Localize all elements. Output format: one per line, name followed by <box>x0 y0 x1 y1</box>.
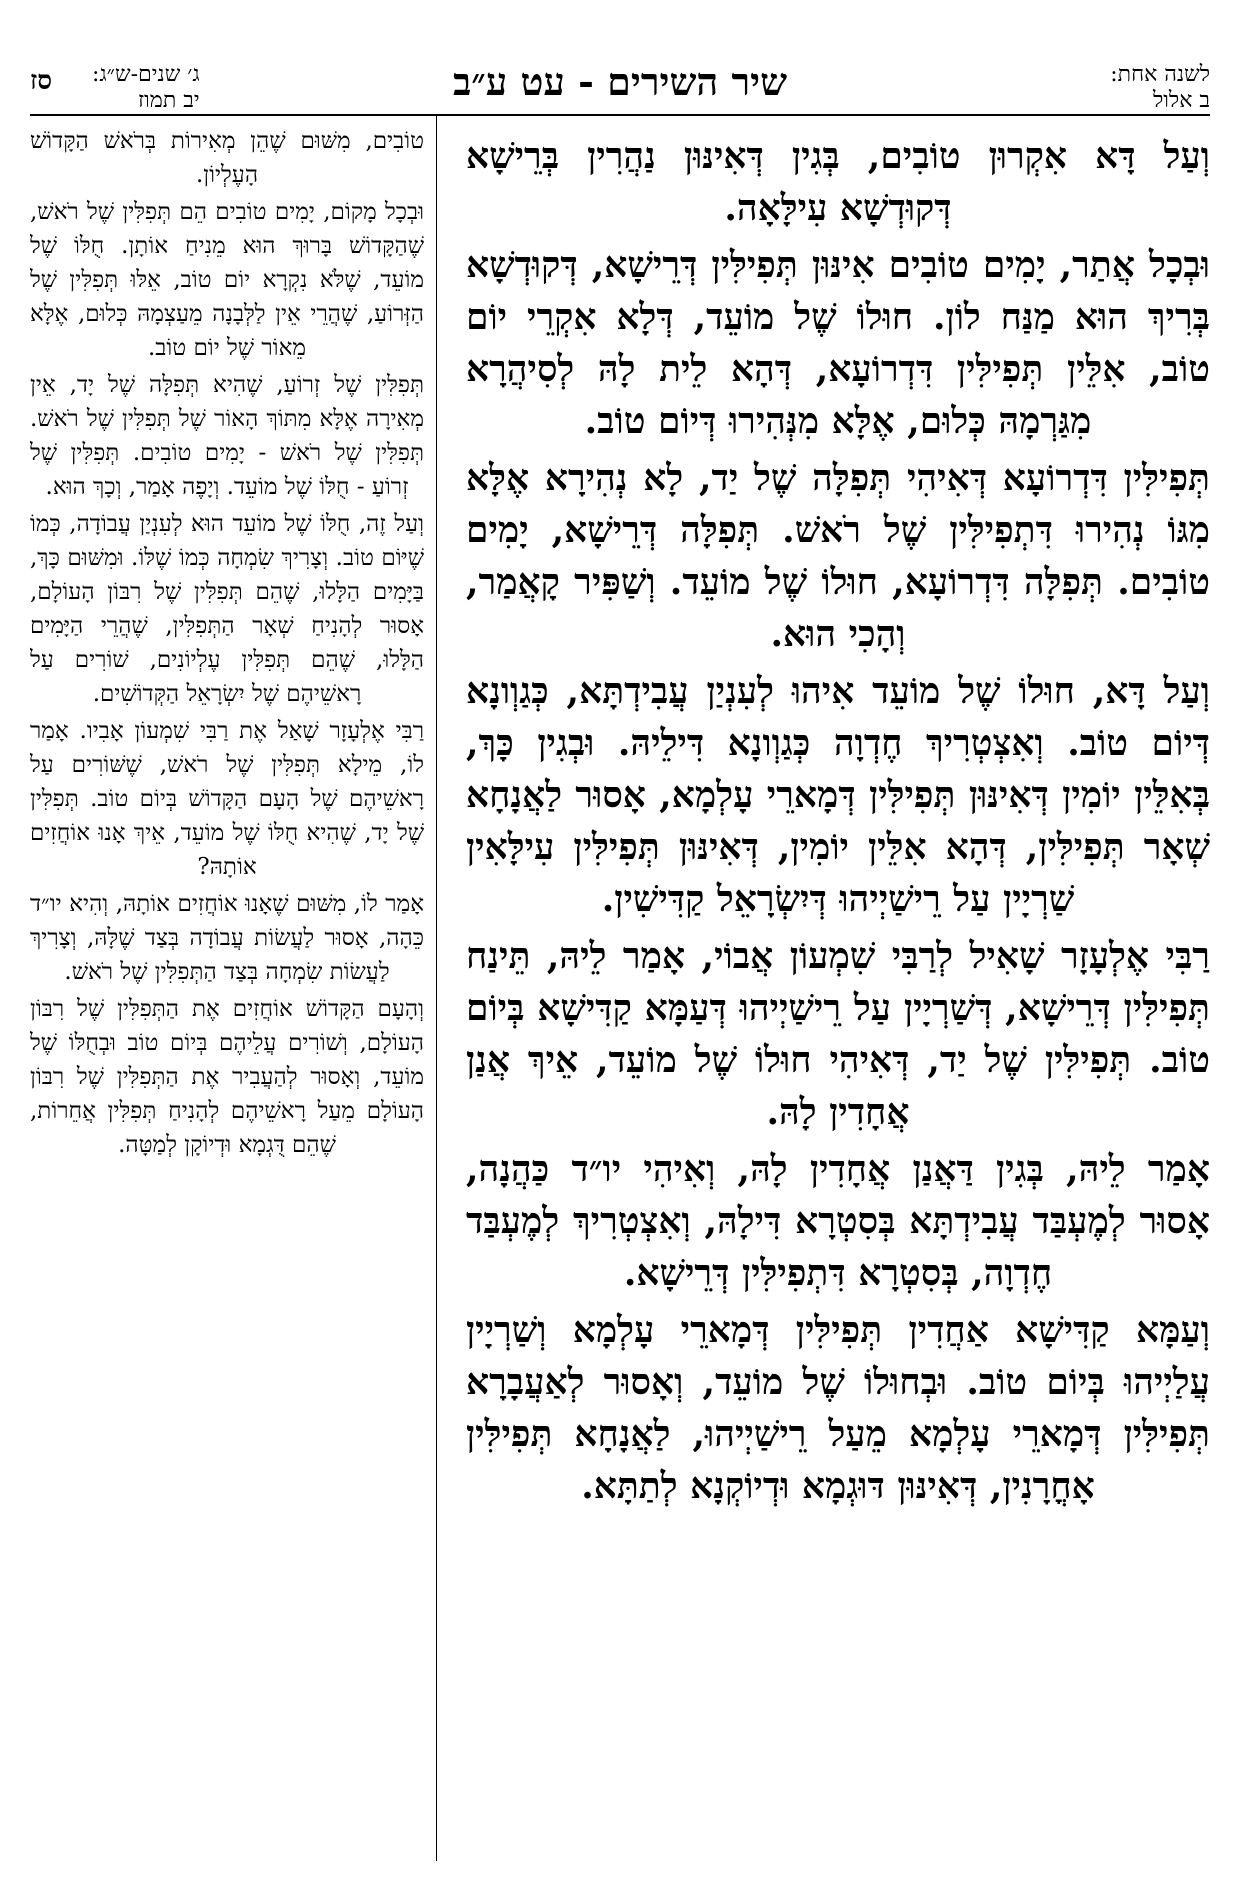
aramaic-text-column <box>466 130 1210 1860</box>
main-paragraph: וּבְכָל אֲתַר, יָמִים טוֹבִים אִינּוּן תְּפִילִּין דְּרֵישָׁא, דְּקוּדְשָׁא בְּרִיךְ הוּא מַנַּח לוֹן. חוּלוֹ שֶׁל מוֹעֵד, דְּלָא אִקְרֵי יוֹם טוֹב, אִלֵּין תְּפִילִּין דִּדְרוֹעָא, דְּהָא לֵית לָהּ לְסִיהֲרָא מִגַּרְמָהּ כְּלוּם, אֶלָּא מִנְּהִירוּ דְּיוֹם טוֹב. <box>466 244 1210 442</box>
hebrew-translation-column <box>30 124 424 1860</box>
main-paragraph: וְעַל דָּא אִקְרוּן טוֹבִים, בְּגִין דְּאִינּוּן נַהֲרִין בְּרֵישָׁא דְּקוּדְשָׁא עִילָּאָה. <box>466 135 1210 229</box>
main-paragraph: וְעַמָּא קַדִּישָׁא אַחֲדִין תְּפִילִּין דְּמָארֵי עָלְמָא וְשַׁרְיָין עֲלַיְיהוּ בְּיוֹם טוֹב. וּבְחוּלוֹ שֶׁל מוֹעֵד, וְאָסוּר לְאַעֲבָרָא תְּפִילִּין דְּמָארֵי עָלְמָא מֵעַל רֵישַׁיְיהוּ, לַאֲנָחָא תְּפִילִּין אָחֳרָנִין, דְּאִינּוּן דּוּגְמָא וּדְיוֹקְנָא לְתַתָּא. <box>466 1309 1210 1507</box>
side-paragraph: אָמַר לוֹ, מִשּׁוּם שֶׁאָנוּ אוֹחֲזִים אוֹתָהּ, וְהִיא יו״ד כֵּהָה, אָסוּר לַעֲשׂוֹת עֲבוֹדָה בְּצַד שֶׁלָּהּ, וְצָרִיךְ לַעֲשׂוֹת שִׂמְחָה בְּצַד הַתְּפִלִּין שֶׁל רֹאשׁ. <box>30 891 424 985</box>
header-left-block <box>92 62 200 114</box>
header-cycle-one-year: לשנה אחת: <box>1110 62 1210 87</box>
header-divider <box>30 114 1210 116</box>
main-paragraph: אָמַר לֵיהּ, בְּגִין דַּאֲנַן אֲחָדִין לָהּ, וְאִיהִי יו״ד כַּהֲנָה, אָסוּר לְמֶעְבַּד עֲבִידְתָּא בְּסִטְרָא דִּילָהּ, וְאִצְטְרִיךְ לְמֶעְבַּד חֶדְוָה, בְּסִטְרָא דִּתְפִילִּין דְּרֵישָׁא. <box>466 1148 1210 1294</box>
side-paragraph: וּבְכָל מָקוֹם, יָמִים טוֹבִים הֵם תְּפִלִּין שֶׁל רֹאשׁ, שֶׁהַקָּדוֹשׁ בָּרוּךְ הוּא מֵנִיחַ אוֹתָן. חֻלּוֹ שֶׁל מוֹעֵד, שֶׁלֹּא נִקְרָא יוֹם טוֹב, אֵלּוּ תְּפִלִּין שֶׁל הַזְּרוֹעַ, שֶׁהֲרֵי אֵין לַלְּבָנָה מֵעַצְמָהּ כְּלוּם, אֶלָּא מֵאוֹר שֶׁל יוֹם טוֹב. <box>30 199 424 361</box>
side-paragraph: וְעַל זֶה, חֻלּוֹ שֶׁל מוֹעֵד הוּא לְעִנְיַן עֲבוֹדָה, כְּמוֹ שֶׁיּוֹם טוֹב. וְצָרִיךְ שִׂמְחָה כְּמוֹ שֶׁלּוֹ. וּמִשּׁוּם כָּךְ, בַּיָּמִים הַלָּלוּ, שֶׁהֵם תְּפִלִּין שֶׁל רִבּוֹן הָעוֹלָם, אָסוּר לְהָנִיחַ שְׁאָר הַתְּפִלִּין, שֶׁהֲרֵי הַיָּמִים הַלָּלוּ, שֶׁהֵם תְּפִלִּין עֶלְיוֹנִים, שׁוֹרִים עַל רָאשֵׁיהֶם שֶׁל יִשְׂרָאֵל הַקְּדוֹשִׁים. <box>30 511 424 707</box>
side-paragraph: רַבִּי אֶלְעָזָר שָׁאַל אֶת רַבִּי שִׁמְעוֹן אָבִיו. אָמַר לוֹ, מֵילָא תְּפִלִּין שֶׁל רֹאשׁ, שֶׁשּׁוֹרִים עַל רָאשֵׁיהֶם שֶׁל הָעָם הַקָּדוֹשׁ בְּיוֹם טוֹב. תְּפִלִּין שֶׁל יָד, שֶׁהִיא חֻלּוֹ שֶׁל מוֹעֵד, אֵיךְ אָנוּ אוֹחֲזִים אוֹתָהּ? <box>30 718 424 880</box>
header-date-three-years: יב תמוז <box>138 88 200 113</box>
side-paragraph: טוֹבִים, מִשּׁוּם שֶׁהֵן מְאִירוֹת בְּרֹאשׁ הַקָּדוֹשׁ הָעֶלְיוֹן. <box>30 128 424 188</box>
side-paragraph: תְּפִלִּין שֶׁל זְרוֹעַ, שֶׁהִיא תְּפִלָּה שֶׁל יָד, אֵין מְאִירָה אֶלָּא מִתּוֹךְ הָאוֹר שֶׁל תְּפִלִּין שֶׁל רֹאשׁ. תְּפִלִּין שֶׁל רֹאשׁ - יָמִים טוֹבִים. תְּפִלִּין שֶׁל זְרוֹעַ - חֻלּוֹ שֶׁל מוֹעֵד. וְיָפֶה אָמַר, וְכָךְ הוּא. <box>30 372 424 500</box>
column-divider <box>436 116 437 1861</box>
header-date-one-year: ב אלול <box>1152 88 1210 113</box>
main-paragraph: תְּפִילִּין דִּדְרוֹעָא דְּאִיהִי תְּפִלָּה שֶׁל יַד, לָא נְהִירָא אֶלָּא מִגּוֹ נְהִירוּ דִּתְפִילִּין שֶׁל רֹאשׁ. תְּפִלָּה דְּרֵישָׁא, יָמִים טוֹבִים. תְּפִלָּה דִּדְרוֹעָא, חוּלוֹ שֶׁל מוֹעֵד. וְשַׁפִּיר קָאֲמַר, וְהָכִי הוּא. <box>466 457 1210 655</box>
header-cycle-three-years: ג׳ שנים-ש״ג: <box>92 62 200 87</box>
main-paragraph: רַבִּי אֶלְעָזָר שָׁאִיל לְרַבִּי שִׁמְעוֹן אֲבוֹי, אָמַר לֵיהּ, תֵּינַח תְּפִילִּין דְּרֵישָׁא, דְּשַׁרְיָין עַל רֵישַׁיְיהוּ דְּעַמָּא קַדִּישָׁא בְּיוֹם טוֹב. תְּפִילִּין שֶׁל יַד, דְּאִיהִי חוּלוֹ שֶׁל מוֹעֵד, אֵיךְ אֲנַן אֲחָדִין לָהּ. <box>466 935 1210 1133</box>
page-number: סז <box>30 66 53 96</box>
page-title: שיר השירים - עט ע״ב <box>452 59 787 104</box>
main-paragraph: וְעַל דָּא, חוּלוֹ שֶׁל מוֹעֵד אִיהוּ לְעִנְיַן עֲבִידְתָּא, כְּגַוְונָא דְּיוֹם טוֹב. וְאִצְטְרִיךְ חֶדְוָה כְּגַוְונָא דִּילֵיהּ. וּבְגִין כָּךְ, בְּאִלֵּין יוֹמִין דְּאִינּוּן תְּפִילִּין דְּמָארֵי עָלְמָא, אָסוּר לַאֲנָחָא שְׁאָר תְּפִילִּין, דְּהָא אִלֵּין יוֹמִין, דְּאִינּוּן תְּפִילִּין עִילָּאִין שַׁרְיָין עַל רֵישַׁיְיהוּ דְּיִשְׂרָאֵל קַדִּישִׁין. <box>466 670 1210 920</box>
page-header <box>30 58 1210 118</box>
side-paragraph: וְהָעָם הַקָּדוֹשׁ אוֹחֲזִים אֶת הַתְּפִלִּין שֶׁל רִבּוֹן הָעוֹלָם, וְשׁוֹרִים עֲלֵיהֶם בְּיוֹם טוֹב וּבְחֻלּוֹ שֶׁל מוֹעֵד, וְאָסוּר לְהַעֲבִיר אֶת הַתְּפִלִּין שֶׁל רִבּוֹן הָעוֹלָם מֵעַל רָאשֵׁיהֶם לְהָנִיחַ תְּפִלִּין אֲחֵרוֹת, שֶׁהֵם דֻּגְמָא וּדְיוֹקָן לְמַטָּה. <box>30 996 424 1158</box>
